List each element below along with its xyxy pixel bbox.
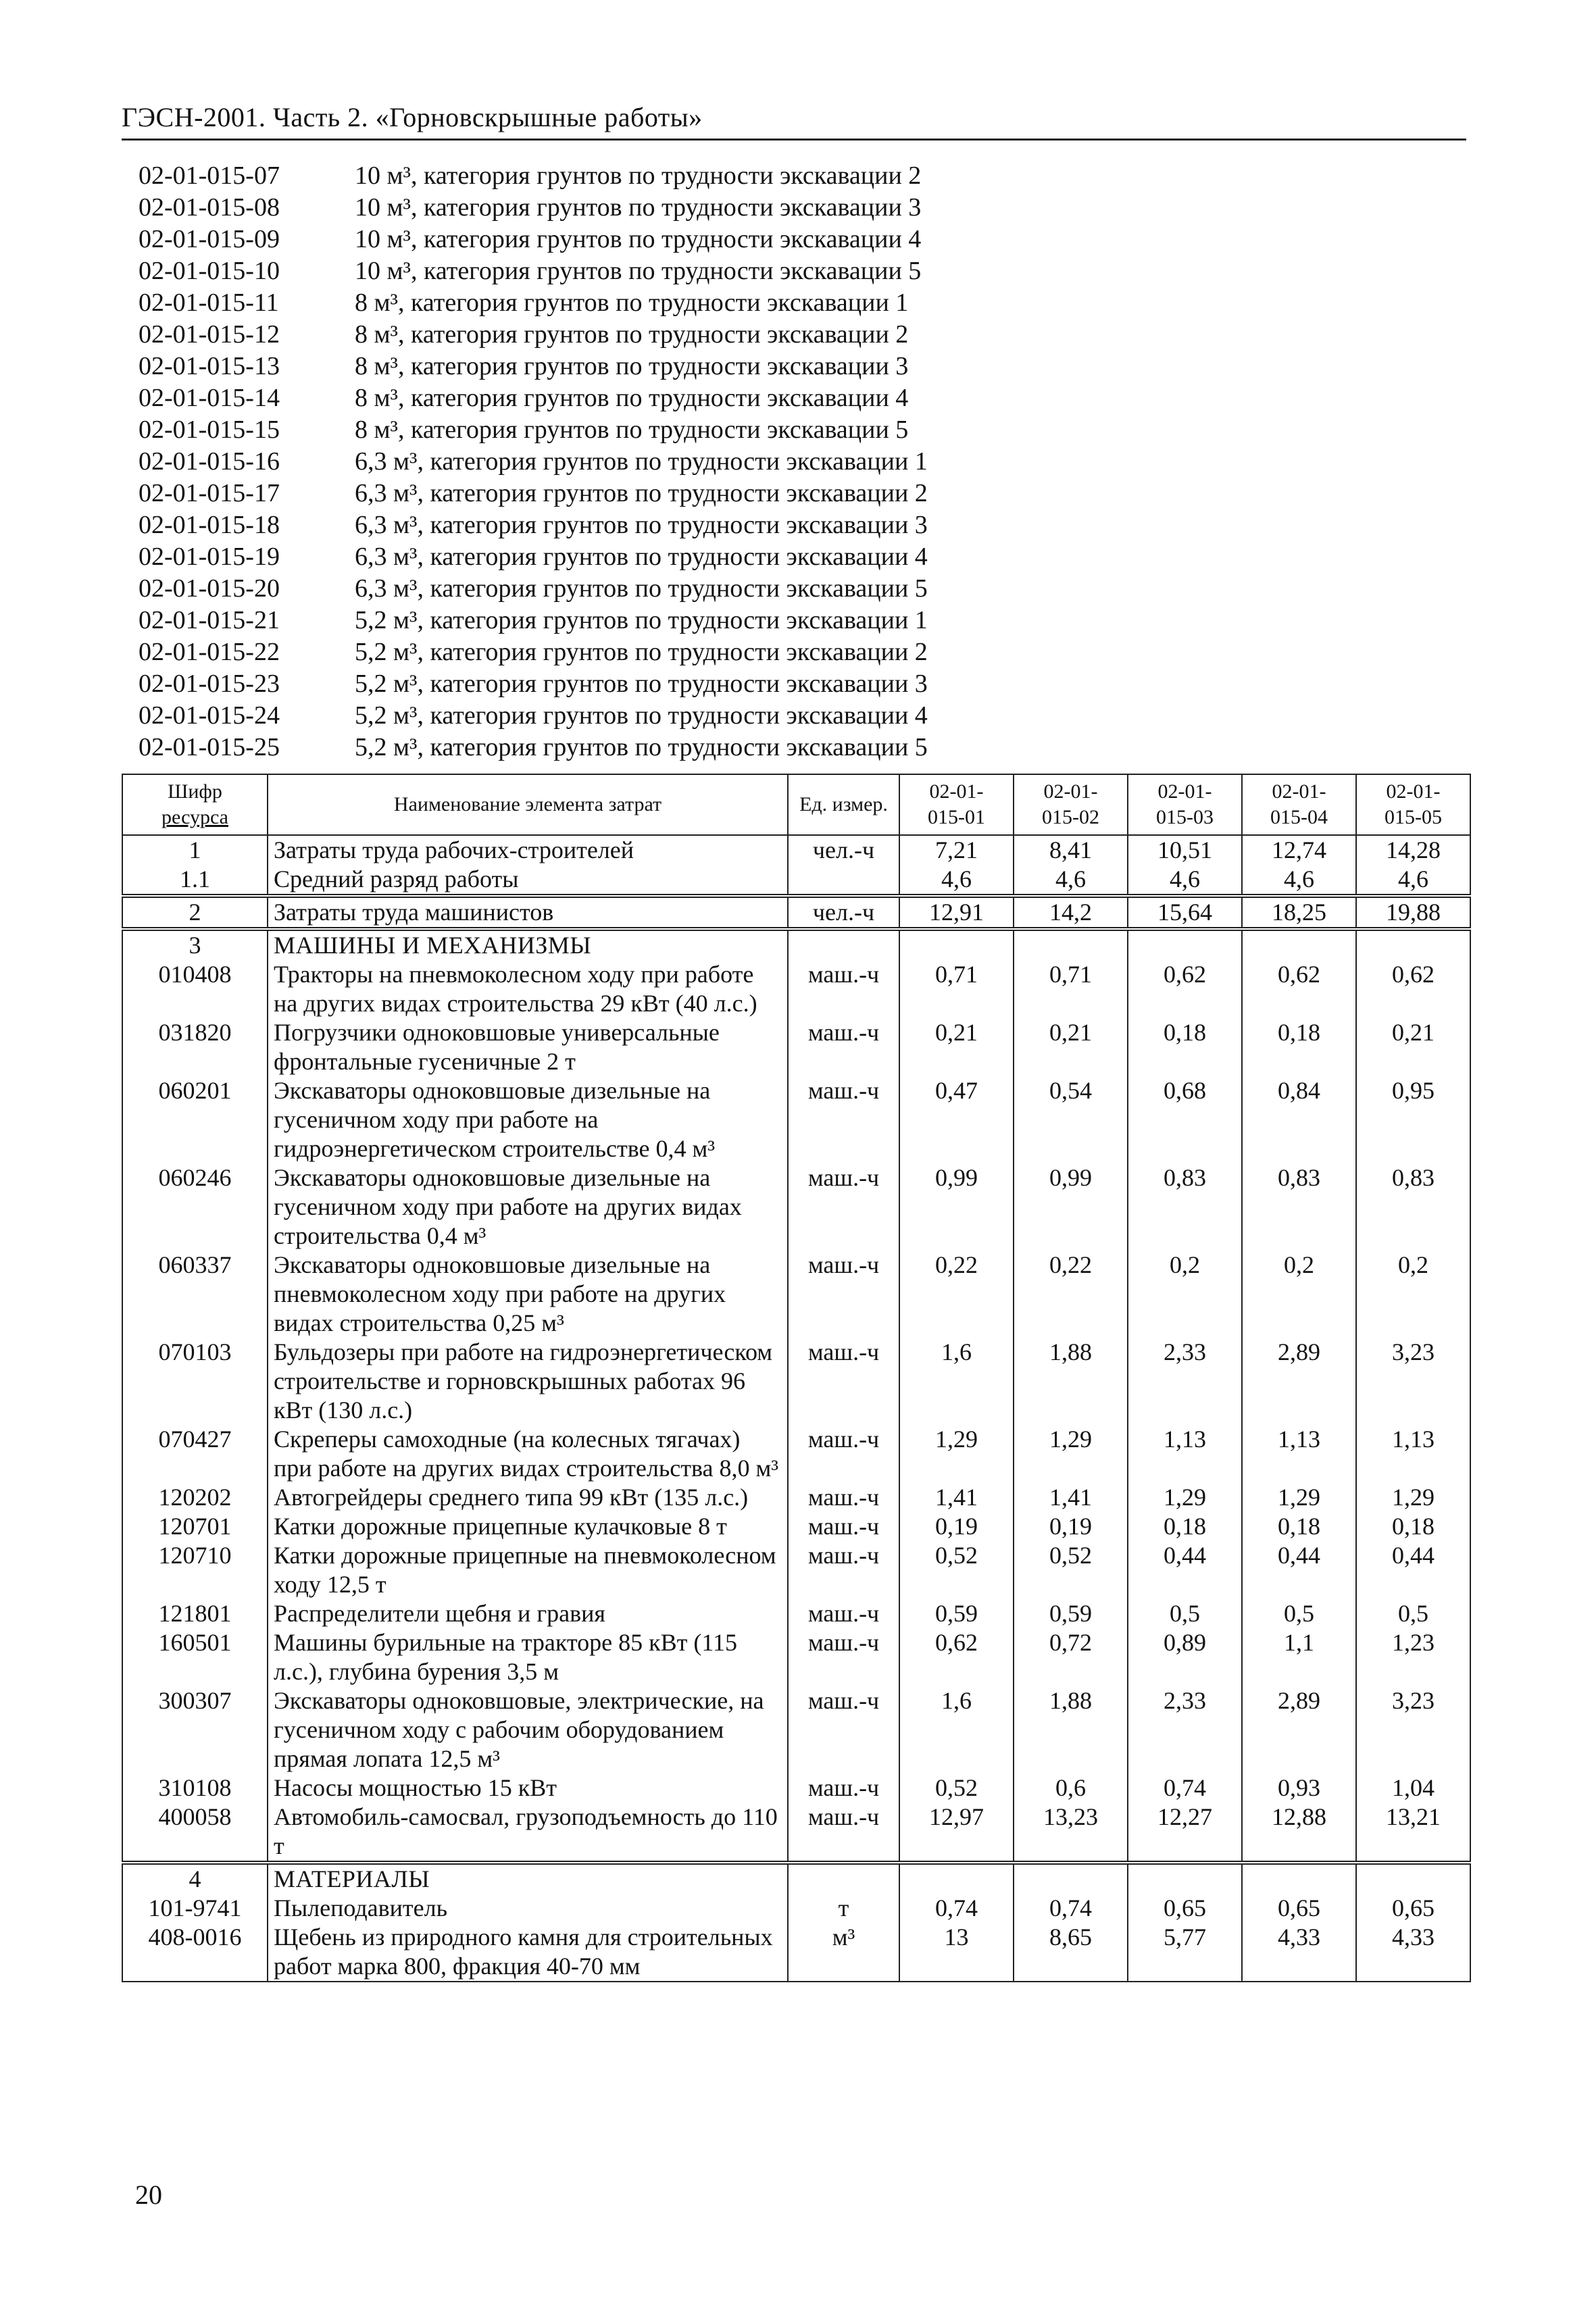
row-value: 0,83	[1128, 1163, 1242, 1251]
code-description: 6,3 м³, категория грунтов по трудности экскавации 5	[355, 574, 928, 603]
code-description: 8 м³, категория грунтов по трудности экскавации 3	[355, 352, 909, 380]
code-description: 5,2 м³, категория грунтов по трудности экскавации 2	[355, 638, 928, 666]
row-unit: маш.-ч	[788, 1599, 899, 1628]
row-value: 0,74	[1128, 1774, 1242, 1803]
row-value: 0,44	[1356, 1541, 1470, 1599]
row-value: 1,29	[899, 1425, 1014, 1483]
row-name: Погрузчики одноковшовые универсальные фронтальные гусеничные 2 т	[268, 1018, 788, 1076]
code-description: 6,3 м³, категория грунтов по трудности экскавации 1	[355, 447, 928, 476]
row-value: 2,33	[1128, 1338, 1242, 1425]
table-row	[122, 1774, 1470, 1803]
row-value: 0,89	[1128, 1628, 1242, 1686]
code-row	[139, 732, 928, 763]
header-col-line2: 015-04	[1270, 806, 1328, 828]
code-description: 10 м³, категория грунтов по трудности экскавации 5	[355, 257, 922, 285]
code-description: 6,3 м³, категория грунтов по трудности экскавации 3	[355, 511, 928, 539]
code-id: 02-01-015-22	[139, 638, 280, 666]
code-description: 5,2 м³, категория грунтов по трудности экскавации 5	[355, 733, 928, 761]
row-code: 300307	[122, 1686, 268, 1774]
code-id: 02-01-015-12	[139, 320, 280, 349]
row-name: Затраты труда машинистов	[268, 896, 788, 929]
code-row	[139, 509, 928, 541]
header-col-line2: 015-05	[1385, 806, 1442, 828]
header-col-3	[1128, 774, 1242, 835]
row-value: 0,19	[1014, 1512, 1128, 1541]
section-row-materials	[122, 1863, 1470, 1894]
row-value: 0,52	[1014, 1541, 1128, 1599]
row-value: 18,25	[1242, 896, 1356, 929]
row-value: 0,54	[1014, 1076, 1128, 1163]
row-name: Экскаваторы одноковшовые дизельные на гусеничном ходу при работе на гидроэнергетическом строительстве 0,4 м³	[268, 1076, 788, 1163]
row-name: Экскаваторы одноковшовые, электрические, на гусеничном ходу с рабочим оборудованием прямая лопата 12,5 м³	[268, 1686, 788, 1774]
table-row	[122, 1599, 1470, 1628]
row-name: Щебень из природного камня для строительных работ марка 800, фракция 40-70 мм	[268, 1923, 788, 1982]
row-value: 0,83	[1242, 1163, 1356, 1251]
code-description: 8 м³, категория грунтов по трудности экскавации 4	[355, 384, 909, 412]
row-code: 101-9741	[122, 1894, 268, 1923]
header-col-1	[899, 774, 1014, 835]
row-code: 060246	[122, 1163, 268, 1251]
row-value: 15,64	[1128, 896, 1242, 929]
row-value: 1,88	[1014, 1338, 1128, 1425]
row-value: 0,52	[899, 1541, 1014, 1599]
header-col-2	[1014, 774, 1128, 835]
row-value: 10,51	[1128, 835, 1242, 865]
row-value	[1356, 929, 1470, 960]
row-code: 070427	[122, 1425, 268, 1483]
row-unit: маш.-ч	[788, 1512, 899, 1541]
row-name: Тракторы на пневмоколесном ходу при работе на других видах строительства 29 кВт (40 л.с.)	[268, 960, 788, 1018]
code-id: 02-01-015-13	[139, 352, 280, 380]
row-code: 060337	[122, 1251, 268, 1338]
header-col-4	[1242, 774, 1356, 835]
row-value: 0,52	[899, 1774, 1014, 1803]
row-value	[1242, 929, 1356, 960]
code-row	[139, 605, 928, 636]
row-code: 1.1	[122, 865, 268, 896]
header-code	[122, 774, 268, 835]
row-code: 120710	[122, 1541, 268, 1599]
row-name: Затраты труда рабочих-строителей	[268, 835, 788, 865]
code-row	[139, 192, 928, 224]
row-name: Катки дорожные прицепные кулачковые 8 т	[268, 1512, 788, 1541]
table-row	[122, 1894, 1470, 1923]
table-row	[122, 1483, 1470, 1512]
row-code: 1	[122, 835, 268, 865]
row-name: Пылеподавитель	[268, 1894, 788, 1923]
row-value: 1,1	[1242, 1628, 1356, 1686]
row-value: 4,33	[1356, 1923, 1470, 1982]
code-description: 6,3 м³, категория грунтов по трудности экскавации 4	[355, 543, 928, 571]
header-col-line1: 02-01-	[1386, 780, 1441, 803]
code-id: 02-01-015-16	[139, 447, 280, 476]
row-unit: чел.-ч	[788, 835, 899, 865]
row-value: 0,5	[1356, 1599, 1470, 1628]
section-title: МАШИНЫ И МЕХАНИЗМЫ	[268, 929, 788, 960]
header-col-line2: 015-02	[1042, 806, 1099, 828]
row-value: 0,71	[1014, 960, 1128, 1018]
row-unit: маш.-ч	[788, 1686, 899, 1774]
row-value: 12,91	[899, 896, 1014, 929]
code-row	[139, 351, 928, 382]
row-value: 1,6	[899, 1338, 1014, 1425]
code-description: 5,2 м³, категория грунтов по трудности экскавации 4	[355, 701, 928, 730]
row-code: 120701	[122, 1512, 268, 1541]
row-value: 0,71	[899, 960, 1014, 1018]
table-header	[122, 774, 1470, 835]
row-value: 8,65	[1014, 1923, 1128, 1982]
row-value	[1128, 1863, 1242, 1894]
row-value: 13,23	[1014, 1803, 1128, 1863]
code-description: 8 м³, категория грунтов по трудности экскавации 5	[355, 416, 909, 444]
row-value: 0,21	[899, 1018, 1014, 1076]
row-value: 0,18	[1128, 1512, 1242, 1541]
code-description: 10 м³, категория грунтов по трудности экскавации 3	[355, 193, 922, 222]
row-name: Распределители щебня и гравия	[268, 1599, 788, 1628]
code-description: 10 м³, категория грунтов по трудности экскавации 4	[355, 225, 922, 253]
code-description: 6,3 м³, категория грунтов по трудности экскавации 2	[355, 479, 928, 507]
row-name: Насосы мощностью 15 кВт	[268, 1774, 788, 1803]
row-value: 1,88	[1014, 1686, 1128, 1774]
code-id: 02-01-015-19	[139, 543, 280, 571]
row-value	[899, 1863, 1014, 1894]
row-value: 0,44	[1242, 1541, 1356, 1599]
row-code: 408-0016	[122, 1923, 268, 1982]
row-value: 1,13	[1242, 1425, 1356, 1483]
row-value: 14,2	[1014, 896, 1128, 929]
row-unit: маш.-ч	[788, 1483, 899, 1512]
row-value: 12,88	[1242, 1803, 1356, 1863]
row-value: 0,83	[1356, 1163, 1470, 1251]
header-col-line2: 015-03	[1156, 806, 1214, 828]
code-id: 02-01-015-23	[139, 670, 280, 698]
row-unit: чел.-ч	[788, 896, 899, 929]
row-value: 0,18	[1128, 1018, 1242, 1076]
table-row	[122, 960, 1470, 1018]
code-description: 5,2 м³, категория грунтов по трудности экскавации 3	[355, 670, 928, 698]
row-code: 070103	[122, 1338, 268, 1425]
code-id: 02-01-015-24	[139, 701, 280, 730]
code-row	[139, 287, 928, 319]
row-name: Катки дорожные прицепные на пневмоколесном ходу 12,5 т	[268, 1541, 788, 1599]
row-value: 0,95	[1356, 1076, 1470, 1163]
row-value: 13	[899, 1923, 1014, 1982]
row-unit: маш.-ч	[788, 1251, 899, 1338]
table-row	[122, 1923, 1470, 1982]
row-value: 0,99	[1014, 1163, 1128, 1251]
row-value: 0,68	[1128, 1076, 1242, 1163]
header-divider	[122, 139, 1466, 141]
code-id: 02-01-015-20	[139, 574, 280, 603]
row-name: Скреперы самоходные (на колесных тягачах) при работе на других видах строительства 8,0 м³	[268, 1425, 788, 1483]
row-value: 0,47	[899, 1076, 1014, 1163]
row-value	[1014, 929, 1128, 960]
row-value: 0,99	[899, 1163, 1014, 1251]
row-value: 0,65	[1242, 1894, 1356, 1923]
row-value: 1,41	[1014, 1483, 1128, 1512]
code-id: 02-01-015-11	[139, 288, 279, 317]
row-code: 310108	[122, 1774, 268, 1803]
row-name: Средний разряд работы	[268, 865, 788, 896]
code-row	[139, 382, 928, 414]
row-unit: маш.-ч	[788, 1803, 899, 1863]
row-name: Экскаваторы одноковшовые дизельные на гусеничном ходу при работе на других видах строительства 0,4 м³	[268, 1163, 788, 1251]
page-number: 20	[135, 2180, 162, 2210]
code-row	[139, 478, 928, 509]
row-unit	[788, 929, 899, 960]
code-description: 5,2 м³, категория грунтов по трудности экскавации 1	[355, 606, 928, 634]
row-code: 400058	[122, 1803, 268, 1863]
header-col-line2: 015-01	[928, 806, 985, 828]
page-header: ГЭСН-2001. Часть 2. «Горновскрышные работы»	[122, 102, 703, 132]
row-unit: маш.-ч	[788, 1541, 899, 1599]
row-value: 4,33	[1242, 1923, 1356, 1982]
code-row	[139, 255, 928, 287]
row-value: 0,18	[1356, 1512, 1470, 1541]
table-row	[122, 1076, 1470, 1163]
row-value: 1,13	[1128, 1425, 1242, 1483]
row-value: 0,2	[1356, 1251, 1470, 1338]
table-row	[122, 1338, 1470, 1425]
code-id: 02-01-015-07	[139, 161, 280, 190]
row-value: 0,72	[1014, 1628, 1128, 1686]
header-col-line1: 02-01-	[1043, 780, 1098, 803]
section-title: МАТЕРИАЛЫ	[268, 1863, 788, 1894]
header-code-line1: Шифр	[168, 780, 222, 803]
codes-list	[139, 160, 928, 763]
row-value: 0,65	[1356, 1894, 1470, 1923]
row-value: 1,29	[1128, 1483, 1242, 1512]
resource-table	[122, 774, 1471, 1982]
row-unit: маш.-ч	[788, 1076, 899, 1163]
table-row	[122, 1018, 1470, 1076]
row-code: 120202	[122, 1483, 268, 1512]
row-unit: маш.-ч	[788, 1628, 899, 1686]
row-value: 0,62	[899, 1628, 1014, 1686]
row-unit: маш.-ч	[788, 1425, 899, 1483]
row-value: 0,74	[899, 1894, 1014, 1923]
row-name: Бульдозеры при работе на гидроэнергетическом строительстве и горновскрышных работах 96 кВт (130 л.с.)	[268, 1338, 788, 1425]
table-row	[122, 835, 1470, 865]
row-value: 0,65	[1128, 1894, 1242, 1923]
table-row	[122, 1541, 1470, 1599]
table-row	[122, 1251, 1470, 1338]
row-value: 0,2	[1128, 1251, 1242, 1338]
code-id: 02-01-015-15	[139, 416, 280, 444]
row-value: 0,18	[1242, 1018, 1356, 1076]
row-code: 2	[122, 896, 268, 929]
row-unit	[788, 1863, 899, 1894]
table-body	[122, 835, 1470, 1982]
row-value: 0,6	[1014, 1774, 1128, 1803]
table-row	[122, 1803, 1470, 1863]
code-row	[139, 319, 928, 351]
row-value: 1,29	[1242, 1483, 1356, 1512]
code-row	[139, 541, 928, 573]
code-id: 02-01-015-14	[139, 384, 280, 412]
code-row	[139, 573, 928, 605]
header-name: Наименование элемента затрат	[268, 774, 788, 835]
row-value: 12,74	[1242, 835, 1356, 865]
code-row	[139, 700, 928, 732]
row-name: Автогрейдеры среднего типа 99 кВт (135 л.с.)	[268, 1483, 788, 1512]
row-value: 0,5	[1128, 1599, 1242, 1628]
row-value: 0,18	[1242, 1512, 1356, 1541]
code-id: 02-01-015-21	[139, 606, 280, 634]
row-code: 031820	[122, 1018, 268, 1076]
row-value: 0,22	[1014, 1251, 1128, 1338]
row-value: 2,89	[1242, 1338, 1356, 1425]
header-unit: Ед. измер.	[788, 774, 899, 835]
table-row	[122, 1163, 1470, 1251]
code-id: 02-01-015-17	[139, 479, 280, 507]
row-value: 0,21	[1356, 1018, 1470, 1076]
row-unit: м³	[788, 1923, 899, 1982]
table-header-row	[122, 774, 1470, 835]
header-col-line1: 02-01-	[1272, 780, 1326, 803]
row-value: 12,27	[1128, 1803, 1242, 1863]
code-row	[139, 668, 928, 700]
row-value: 0,62	[1356, 960, 1470, 1018]
row-value: 0,22	[899, 1251, 1014, 1338]
row-value: 0,62	[1128, 960, 1242, 1018]
code-row	[139, 160, 928, 192]
row-unit: маш.-ч	[788, 1338, 899, 1425]
row-value	[1242, 1863, 1356, 1894]
row-code: 060201	[122, 1076, 268, 1163]
row-value: 8,41	[1014, 835, 1128, 865]
row-value: 0,84	[1242, 1076, 1356, 1163]
row-code: 121801	[122, 1599, 268, 1628]
row-value: 0,59	[899, 1599, 1014, 1628]
row-value: 0,93	[1242, 1774, 1356, 1803]
table-row	[122, 1425, 1470, 1483]
row-value: 3,23	[1356, 1686, 1470, 1774]
code-description: 10 м³, категория грунтов по трудности экскавации 2	[355, 161, 922, 190]
code-id: 02-01-015-08	[139, 193, 280, 222]
table-row	[122, 896, 1470, 929]
code-id: 02-01-015-18	[139, 511, 280, 539]
code-description: 8 м³, категория грунтов по трудности экскавации 2	[355, 320, 909, 349]
row-value: 12,97	[899, 1803, 1014, 1863]
row-value: 0,5	[1242, 1599, 1356, 1628]
row-unit: маш.-ч	[788, 1163, 899, 1251]
row-value: 3,23	[1356, 1338, 1470, 1425]
row-value: 0,19	[899, 1512, 1014, 1541]
row-value: 2,33	[1128, 1686, 1242, 1774]
code-id: 02-01-015-09	[139, 225, 280, 253]
row-code: 160501	[122, 1628, 268, 1686]
row-unit: маш.-ч	[788, 1774, 899, 1803]
row-value: 4,6	[1128, 865, 1242, 896]
row-unit	[788, 865, 899, 896]
code-row	[139, 224, 928, 255]
row-name: Машины бурильные на тракторе 85 кВт (115 л.с.), глубина бурения 3,5 м	[268, 1628, 788, 1686]
row-value: 4,6	[1242, 865, 1356, 896]
row-value: 1,29	[1356, 1483, 1470, 1512]
row-value: 0,44	[1128, 1541, 1242, 1599]
row-value	[1356, 1863, 1470, 1894]
table-row	[122, 865, 1470, 896]
row-value: 13,21	[1356, 1803, 1470, 1863]
row-value: 1,04	[1356, 1774, 1470, 1803]
row-value: 0,59	[1014, 1599, 1128, 1628]
header-col-line1: 02-01-	[929, 780, 984, 803]
row-value: 0,74	[1014, 1894, 1128, 1923]
row-name: Экскаваторы одноковшовые дизельные на пневмоколесном ходу при работе на других видах строительства 0,25 м³	[268, 1251, 788, 1338]
row-unit: маш.-ч	[788, 1018, 899, 1076]
row-value: 0,2	[1242, 1251, 1356, 1338]
row-code: 010408	[122, 960, 268, 1018]
row-value: 1,23	[1356, 1628, 1470, 1686]
row-code: 3	[122, 929, 268, 960]
row-unit: т	[788, 1894, 899, 1923]
row-value: 2,89	[1242, 1686, 1356, 1774]
table-row	[122, 1686, 1470, 1774]
table-row	[122, 1628, 1470, 1686]
row-value: 4,6	[899, 865, 1014, 896]
row-value: 7,21	[899, 835, 1014, 865]
row-value: 4,6	[1356, 865, 1470, 896]
row-unit: маш.-ч	[788, 960, 899, 1018]
header-code-line2: ресурса	[161, 806, 228, 828]
row-value	[1128, 929, 1242, 960]
row-value	[1014, 1863, 1128, 1894]
header-col-5	[1356, 774, 1470, 835]
section-row-machines	[122, 929, 1470, 960]
row-value: 1,6	[899, 1686, 1014, 1774]
code-id: 02-01-015-25	[139, 733, 280, 761]
row-value: 14,28	[1356, 835, 1470, 865]
code-row	[139, 414, 928, 446]
row-value: 19,88	[1356, 896, 1470, 929]
code-description: 8 м³, категория грунтов по трудности экскавации 1	[355, 288, 909, 317]
row-value	[899, 929, 1014, 960]
row-value: 5,77	[1128, 1923, 1242, 1982]
row-value: 1,13	[1356, 1425, 1470, 1483]
table-row	[122, 1512, 1470, 1541]
code-id: 02-01-015-10	[139, 257, 280, 285]
row-value: 1,41	[899, 1483, 1014, 1512]
row-value: 1,29	[1014, 1425, 1128, 1483]
row-name: Автомобиль-самосвал, грузоподъемность до 110 т	[268, 1803, 788, 1863]
row-value: 4,6	[1014, 865, 1128, 896]
row-code: 4	[122, 1863, 268, 1894]
row-value: 0,62	[1242, 960, 1356, 1018]
row-value: 0,21	[1014, 1018, 1128, 1076]
code-row	[139, 446, 928, 478]
code-row	[139, 636, 928, 668]
header-col-line1: 02-01-	[1157, 780, 1212, 803]
